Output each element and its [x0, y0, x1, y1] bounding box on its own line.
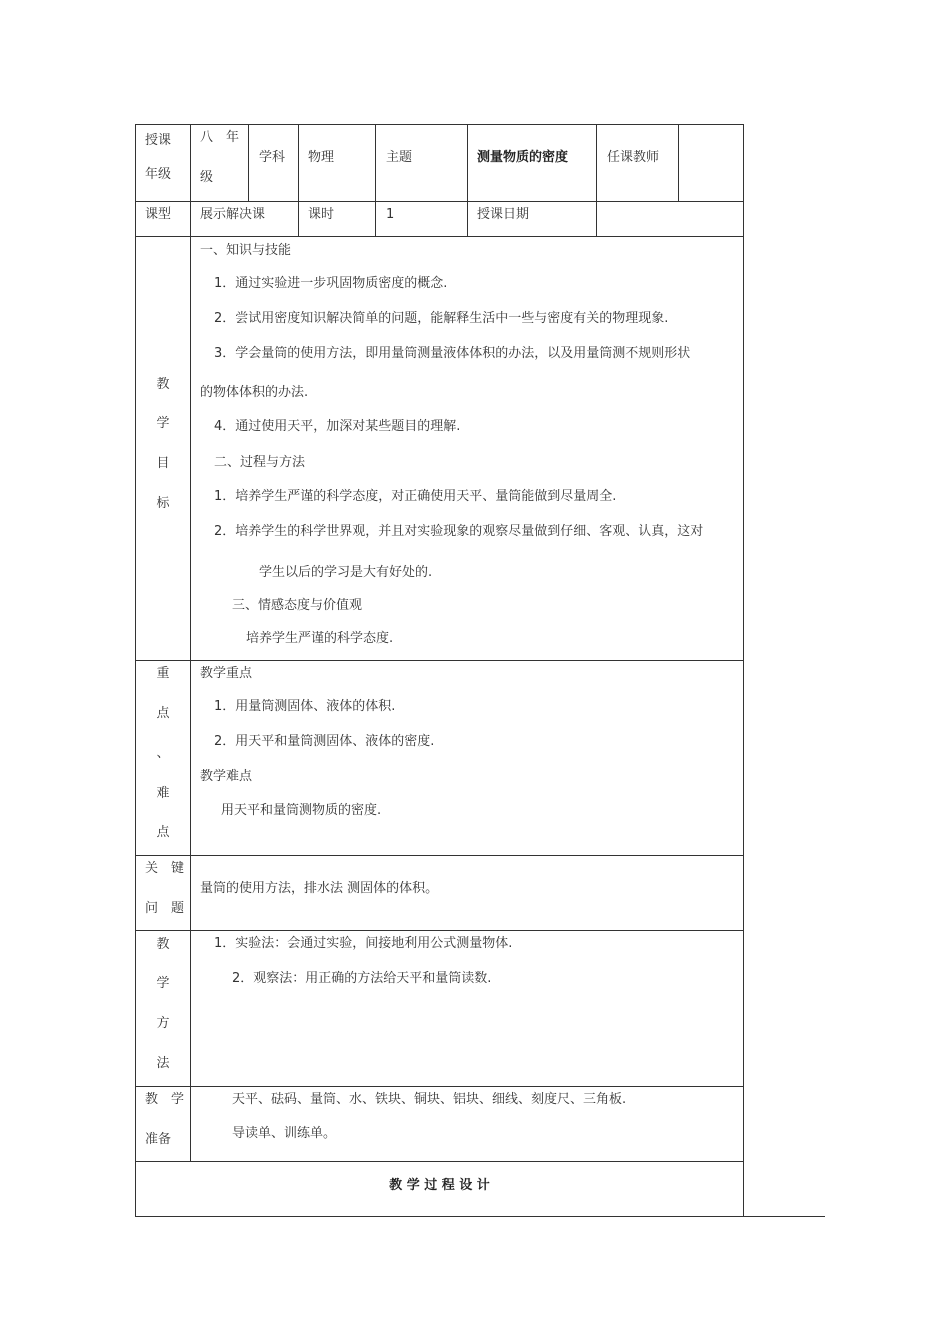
column-divider [596, 124, 597, 236]
objectives-label-char: 学 [156, 416, 170, 431]
hours-value: 1 [386, 207, 395, 222]
column-divider [298, 124, 299, 236]
keypoints-label-char: 点 [156, 706, 170, 721]
objective-item: 1．通过实验进一步巩固物质密度的概念. [214, 276, 448, 291]
subject-value: 物理 [308, 150, 335, 165]
methods-label-char: 学 [156, 976, 170, 991]
objective-item-cont: 的物体体积的办法. [200, 385, 309, 400]
keypoints-label-char: 点 [156, 825, 170, 840]
keypoints-label-char: 、 [156, 746, 170, 761]
grade-label-line2: 年级 [145, 167, 172, 182]
lesson-type-label: 课型 [145, 207, 172, 222]
hours-label: 课时 [308, 207, 335, 222]
row-divider [135, 930, 744, 931]
row-divider [135, 855, 744, 856]
teacher-label: 任课教师 [607, 150, 660, 165]
objective-item: 3．学会量筒的使用方法，即用量筒测量液体体积的办法，以及用量筒测不规则形状 [214, 346, 691, 361]
methods-label-char: 法 [156, 1056, 170, 1071]
keypoints-item: 2．用天平和量筒测固体、液体的密度. [214, 734, 435, 749]
subject-label: 学科 [259, 150, 286, 165]
methods-label-char: 教 [156, 937, 170, 952]
objective-item: 2．尝试用密度知识解决简单的问题，能解释生活中一些与密度有关的物理现象. [214, 311, 669, 326]
grade-label-line1: 授课 [145, 133, 172, 148]
difficulty-heading: 教学难点 [200, 769, 253, 784]
methods-label-char: 方 [156, 1016, 170, 1031]
objectives-label-char: 教 [156, 377, 170, 392]
topic-value: 测量物质的密度 [477, 150, 569, 165]
column-divider [678, 124, 679, 201]
process-title: 教 学 过 程 设 计 [389, 1178, 490, 1193]
column-divider [190, 124, 191, 1161]
objective-item: 培养学生严谨的科学态度. [246, 631, 394, 646]
keypoints-heading: 教学重点 [200, 666, 253, 681]
objectives-label-char: 标 [156, 496, 170, 511]
preparation-item: 导读单、训练单。 [232, 1126, 337, 1141]
row-divider [135, 1086, 744, 1087]
objective-heading: 三、情感态度与价值观 [232, 598, 363, 613]
objective-item: 2．培养学生的科学世界观，并且对实验现象的观察尽量做到仔细、客观、认真，这对 [214, 524, 704, 539]
preparation-item: 天平、砝码、量筒、水、铁块、铜块、铝块、细线、刻度尺、三角板. [232, 1092, 627, 1107]
trailing-rule [744, 1216, 825, 1217]
row-divider [135, 1161, 744, 1162]
objective-heading: 一、知识与技能 [200, 243, 292, 258]
row-divider [135, 236, 744, 237]
lesson-type-value: 展示解决课 [200, 207, 266, 222]
row-divider [135, 660, 744, 661]
keypoints-item: 1．用量筒测固体、液体的体积. [214, 699, 396, 714]
objectives-label-char: 目 [156, 456, 170, 471]
column-divider [248, 124, 249, 201]
preparation-label-line2: 准备 [145, 1132, 172, 1147]
method-item: 2．观察法：用正确的方法给天平和量筒读数. [232, 971, 492, 986]
objective-item: 4．通过使用天平，加深对某些题目的理解. [214, 419, 461, 434]
key-issue-label-line1: 关 键 [145, 861, 185, 876]
keypoints-label-char: 难 [156, 786, 170, 801]
preparation-label-line1: 教 学 [145, 1092, 185, 1107]
difficulty-item: 用天平和量筒测物质的密度. [221, 803, 382, 818]
topic-label: 主题 [386, 150, 413, 165]
row-divider [135, 201, 744, 202]
method-item: 1．实验法：会通过实验，间接地利用公式测量物体. [214, 936, 513, 951]
date-label: 授课日期 [477, 207, 530, 222]
objective-item: 1．培养学生严谨的科学态度，对正确使用天平、量筒能做到尽量周全. [214, 489, 617, 504]
grade-value-line2: 级 [200, 170, 214, 185]
keypoints-label-char: 重 [156, 666, 170, 681]
objective-item-cont: 学生以后的学习是大有好处的. [259, 565, 433, 580]
objective-heading: 二、过程与方法 [214, 455, 306, 470]
column-divider [467, 124, 468, 236]
key-issue-text: 量筒的使用方法，排水法 测固体的体积。 [200, 881, 439, 896]
grade-value-line1: 八 年 [200, 130, 240, 145]
key-issue-label-line2: 问 题 [145, 901, 185, 916]
column-divider [375, 124, 376, 236]
